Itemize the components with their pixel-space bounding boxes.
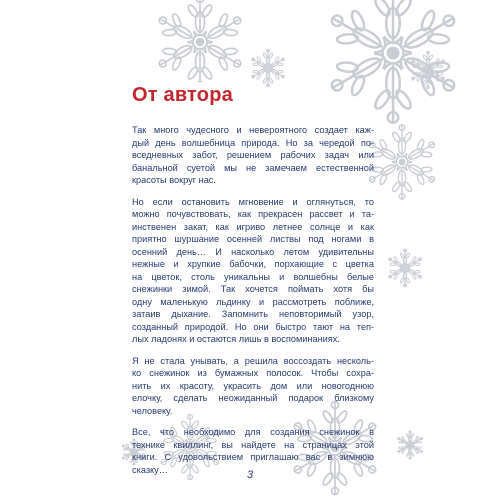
text-line: человеку. (132, 405, 173, 416)
text-line: ко снежинок из бумажных полосок. Чтобы сохра- (132, 368, 374, 378)
snowflake-small-middle (385, 248, 425, 288)
paragraph (132, 124, 374, 187)
paragraph (132, 196, 374, 346)
text-line: на цветок, столь уникальны и волшебны белые (132, 271, 374, 282)
snowflake-small-right (408, 50, 448, 90)
snowflake-small-bottom-right (395, 430, 425, 460)
text-line: Так много чудесного и невероятного создает каж- (132, 125, 374, 135)
text-line: дый день волшебница природа. Но за чередой по- (132, 137, 374, 148)
snowflake-small-top (248, 48, 288, 88)
text-line: снежинки зимой. Так хочется поймать хотя бы (132, 284, 374, 294)
text-line: инственен закат, как игриво летнее солнце и как (132, 221, 374, 232)
text-line: осенний день… И насколько летом удивительны (132, 246, 374, 257)
text-line: затаив дыхание. Запомнить неповторимый узор, (132, 309, 374, 319)
text-line: технике квиллинг, вы найдете на страницах этой (132, 439, 374, 450)
page-number: 3 (246, 469, 254, 481)
author-foreword (132, 124, 374, 485)
page-title: От автора (132, 84, 233, 106)
text-line: сказку… (132, 464, 168, 475)
text-line: приятно шуршание осенней листвы под ногами в (132, 234, 374, 244)
snowflake-right-middle (362, 122, 442, 202)
text-line: книги. С удовольствием приглашаю вас в зимнюю (132, 452, 374, 462)
paragraph (132, 355, 374, 418)
text-line: Но если остановить мгновение и оглянуться, то (132, 196, 374, 207)
text-line: Все, что необходимо для создания снежинок в (132, 427, 374, 437)
text-line: Я не стала унывать, а решила воссоздать несколь- (132, 355, 374, 366)
text-line: красоты вокруг нас. (132, 175, 216, 185)
text-line: лых ладонях и остаются лишь в воспоминаниях. (132, 334, 340, 344)
text-line: созданный природой. Но они быстро тают на теп- (132, 321, 374, 332)
text-line: нежные и хрупкие бабочки, порхающие с цветка (132, 259, 374, 269)
text-line: банальной суетой мы не замечаем естественной (132, 162, 374, 173)
text-line: можно почувствовать, как прекрасен рассвет и та- (132, 209, 374, 219)
text-line: елочку, сделать неожиданный подарок близкому (132, 393, 374, 403)
snowflake-large-top (150, 0, 250, 82)
text-line: одну маленькую льдинку и рассмотреть поближе, (132, 296, 374, 307)
text-line: вседневных забот, решением рабочих задач или (132, 150, 374, 160)
text-line: нить их красоту, украсить дом или новогоднюю (132, 380, 374, 391)
